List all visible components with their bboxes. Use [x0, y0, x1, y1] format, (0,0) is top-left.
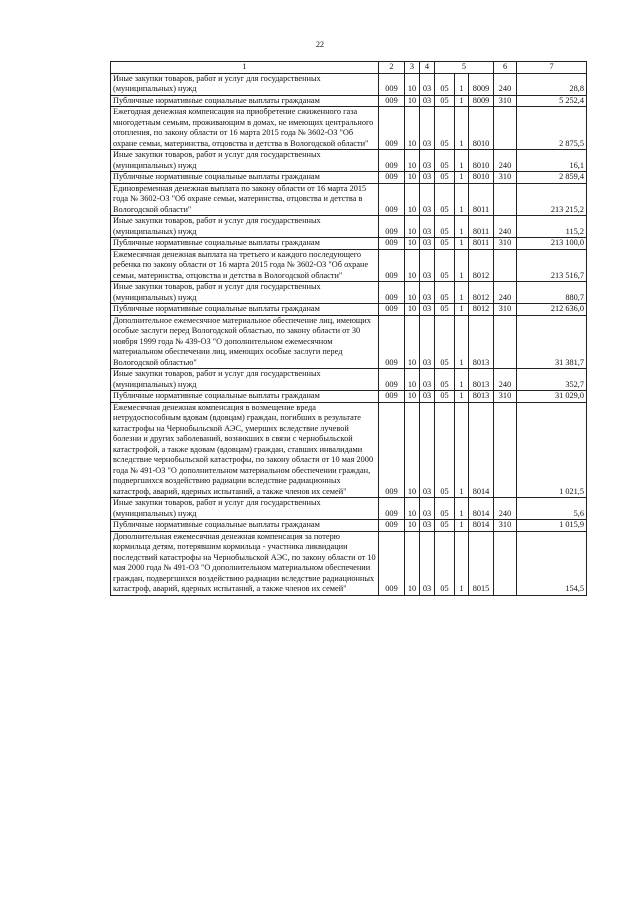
row-ministry-code: 009: [379, 531, 405, 595]
row-amount: 880,7: [517, 282, 587, 304]
row-ministry-code: 009: [379, 249, 405, 282]
row-expense-type: 240: [494, 369, 517, 391]
row-target-code: 8011: [469, 216, 494, 238]
table-header-row: [111, 62, 587, 74]
row-name: Иные закупки товаров, работ и услуг для государственных (муниципальных) нужд: [111, 73, 379, 95]
header-col-1: 1: [111, 62, 379, 74]
row-name: Ежемесячная денежная компенсация в возмещение вреда нетрудоспособным вдовам (вдовцам) граждан, погибших в результате катастрофы на Чернобыльской АЭС, умерших вследствие лучевой болезни и других заболеваний, возникших в связи с чернобыльской катастрофой, а также вдовам (вдовцам) граждан, ставших инвалидами вследствие чернобыльской катастрофы, по закону области от 10 мая 2000 года № 491-ОЗ "О дополнительном материальном обеспечении граждан, подвергшихся воздействию радиации вследствие радиационных катастроф, аварий, ядерных испытаний, а также членов их семей": [111, 402, 379, 498]
row-expense-type: 240: [494, 73, 517, 95]
row-subsection-code: 03: [420, 107, 435, 150]
row-subprogram-code: 1: [455, 402, 469, 498]
table-row: [111, 172, 587, 184]
row-expense-type: 240: [494, 150, 517, 172]
table-row: [111, 249, 587, 282]
row-amount: 1 021,5: [517, 402, 587, 498]
row-amount: 31 029,0: [517, 391, 587, 403]
row-section-code: 10: [405, 391, 420, 403]
row-ministry-code: 009: [379, 150, 405, 172]
row-section-code: 10: [405, 95, 420, 107]
row-program-code: 05: [435, 216, 455, 238]
table-row: [111, 183, 587, 216]
row-subsection-code: 03: [420, 249, 435, 282]
row-name: Публичные нормативные социальные выплаты гражданам: [111, 391, 379, 403]
row-target-code: 8013: [469, 369, 494, 391]
row-section-code: 10: [405, 107, 420, 150]
row-target-code: 8012: [469, 249, 494, 282]
table-row: [111, 282, 587, 304]
row-section-code: 10: [405, 249, 420, 282]
row-ministry-code: 009: [379, 520, 405, 532]
row-name: Ежемесячная денежная выплата на третьего и каждого последующего ребенка по закону области от 16 марта 2015 года № 3602-ОЗ "Об охране семьи, материнства, отцовства и детства в Вологодской области": [111, 249, 379, 282]
row-amount: 352,7: [517, 369, 587, 391]
row-section-code: 10: [405, 531, 420, 595]
row-program-code: 05: [435, 402, 455, 498]
row-ministry-code: 009: [379, 107, 405, 150]
row-amount: 212 636,0: [517, 304, 587, 316]
table-row: [111, 150, 587, 172]
row-ministry-code: 009: [379, 498, 405, 520]
row-subsection-code: 03: [420, 304, 435, 316]
budget-table: [110, 61, 587, 596]
table-row: [111, 216, 587, 238]
row-program-code: 05: [435, 107, 455, 150]
table-row: [111, 107, 587, 150]
row-expense-type: 310: [494, 95, 517, 107]
row-expense-type: [494, 315, 517, 369]
row-section-code: 10: [405, 150, 420, 172]
row-subprogram-code: 1: [455, 315, 469, 369]
row-subprogram-code: 1: [455, 249, 469, 282]
row-program-code: 05: [435, 238, 455, 250]
row-amount: 31 381,7: [517, 315, 587, 369]
row-subprogram-code: 1: [455, 183, 469, 216]
row-subsection-code: 03: [420, 150, 435, 172]
row-amount: 213 516,7: [517, 249, 587, 282]
row-amount: 1 015,9: [517, 520, 587, 532]
row-subprogram-code: 1: [455, 304, 469, 316]
row-target-code: 8012: [469, 282, 494, 304]
row-program-code: 05: [435, 315, 455, 369]
row-amount: 5 252,4: [517, 95, 587, 107]
row-section-code: 10: [405, 498, 420, 520]
row-subsection-code: 03: [420, 183, 435, 216]
row-subsection-code: 03: [420, 369, 435, 391]
row-expense-type: 240: [494, 216, 517, 238]
row-program-code: 05: [435, 150, 455, 172]
row-subprogram-code: 1: [455, 282, 469, 304]
row-subsection-code: 03: [420, 238, 435, 250]
row-subsection-code: 03: [420, 172, 435, 184]
row-subprogram-code: 1: [455, 531, 469, 595]
row-expense-type: 240: [494, 498, 517, 520]
header-col-4: 4: [420, 62, 435, 74]
row-program-code: 05: [435, 172, 455, 184]
row-section-code: 10: [405, 73, 420, 95]
row-target-code: 8009: [469, 73, 494, 95]
row-subprogram-code: 1: [455, 369, 469, 391]
header-col-6: 6: [494, 62, 517, 74]
row-target-code: 8014: [469, 498, 494, 520]
row-ministry-code: 009: [379, 73, 405, 95]
row-target-code: 8014: [469, 520, 494, 532]
row-expense-type: 310: [494, 304, 517, 316]
row-section-code: 10: [405, 172, 420, 184]
page-number: 22: [316, 40, 324, 49]
row-ministry-code: 009: [379, 402, 405, 498]
row-amount: 28,8: [517, 73, 587, 95]
row-amount: 213 100,0: [517, 238, 587, 250]
row-target-code: 8013: [469, 315, 494, 369]
header-col-3: 3: [405, 62, 420, 74]
table-row: [111, 73, 587, 95]
row-ministry-code: 009: [379, 304, 405, 316]
table-row: [111, 95, 587, 107]
table-row: [111, 391, 587, 403]
table-row: [111, 315, 587, 369]
row-expense-type: 310: [494, 520, 517, 532]
row-expense-type: 310: [494, 238, 517, 250]
header-col-2: 2: [379, 62, 405, 74]
row-section-code: 10: [405, 238, 420, 250]
row-program-code: 05: [435, 282, 455, 304]
row-ministry-code: 009: [379, 282, 405, 304]
row-ministry-code: 009: [379, 183, 405, 216]
row-section-code: 10: [405, 520, 420, 532]
row-amount: 2 859,4: [517, 172, 587, 184]
row-subprogram-code: 1: [455, 216, 469, 238]
row-program-code: 05: [435, 95, 455, 107]
row-subsection-code: 03: [420, 73, 435, 95]
row-amount: 154,5: [517, 531, 587, 595]
row-expense-type: [494, 249, 517, 282]
row-section-code: 10: [405, 369, 420, 391]
row-name: Публичные нормативные социальные выплаты гражданам: [111, 238, 379, 250]
row-name: Единовременная денежная выплата по закону области от 16 марта 2015 года № 3602-ОЗ "Об охране семьи, материнства, отцовства и детства в Вологодской области": [111, 183, 379, 216]
row-subsection-code: 03: [420, 391, 435, 403]
row-subsection-code: 03: [420, 95, 435, 107]
row-section-code: 10: [405, 402, 420, 498]
row-name: Иные закупки товаров, работ и услуг для государственных (муниципальных) нужд: [111, 369, 379, 391]
row-name: Публичные нормативные социальные выплаты гражданам: [111, 304, 379, 316]
row-section-code: 10: [405, 216, 420, 238]
table-row: [111, 402, 587, 498]
row-ministry-code: 009: [379, 391, 405, 403]
row-name: Публичные нормативные социальные выплаты гражданам: [111, 172, 379, 184]
row-target-code: 8012: [469, 304, 494, 316]
row-name: Дополнительная ежемесячная денежная компенсация за потерю кормильца детям, потерявшим кормильца - участника ликвидации последствий катастрофы на Чернобыльской АЭС, по закону области от 10 мая 2000 года № 491-ОЗ "О дополнительном материальном обеспечении граждан, подвергшихся воздействию радиации вследствие радиационных катастроф, аварий, ядерных испытаний, а также членов их семей": [111, 531, 379, 595]
row-program-code: 05: [435, 369, 455, 391]
row-target-code: 8010: [469, 107, 494, 150]
row-ministry-code: 009: [379, 315, 405, 369]
table-row: [111, 304, 587, 316]
row-amount: 2 875,5: [517, 107, 587, 150]
row-program-code: 05: [435, 391, 455, 403]
row-section-code: 10: [405, 315, 420, 369]
row-target-code: 8009: [469, 95, 494, 107]
row-ministry-code: 009: [379, 172, 405, 184]
row-section-code: 10: [405, 282, 420, 304]
row-subprogram-code: 1: [455, 520, 469, 532]
row-program-code: 05: [435, 531, 455, 595]
row-ministry-code: 009: [379, 238, 405, 250]
row-subprogram-code: 1: [455, 391, 469, 403]
row-target-code: 8010: [469, 150, 494, 172]
row-program-code: 05: [435, 520, 455, 532]
table-row: [111, 498, 587, 520]
row-subsection-code: 03: [420, 531, 435, 595]
row-expense-type: [494, 107, 517, 150]
row-program-code: 05: [435, 73, 455, 95]
row-subprogram-code: 1: [455, 95, 469, 107]
row-subsection-code: 03: [420, 498, 435, 520]
row-target-code: 8011: [469, 183, 494, 216]
row-program-code: 05: [435, 249, 455, 282]
row-subsection-code: 03: [420, 282, 435, 304]
row-subprogram-code: 1: [455, 150, 469, 172]
row-subsection-code: 03: [420, 520, 435, 532]
row-target-code: 8014: [469, 402, 494, 498]
row-target-code: 8011: [469, 238, 494, 250]
row-name: Ежегодная денежная компенсация на приобретение сжиженного газа многодетным семьям, проживающим в домах, не имеющих центрального отопления, по закону области от 16 марта 2015 года № 3602-ОЗ "Об охране семьи, материнства, отцовства и детства в Вологодской области": [111, 107, 379, 150]
row-name: Иные закупки товаров, работ и услуг для государственных (муниципальных) нужд: [111, 498, 379, 520]
table-row: [111, 531, 587, 595]
row-section-code: 10: [405, 183, 420, 216]
row-amount: 5,6: [517, 498, 587, 520]
row-amount: 16,1: [517, 150, 587, 172]
row-amount: 115,2: [517, 216, 587, 238]
table-row: [111, 369, 587, 391]
row-ministry-code: 009: [379, 216, 405, 238]
row-name: Иные закупки товаров, работ и услуг для государственных (муниципальных) нужд: [111, 282, 379, 304]
header-col-5: 5: [435, 62, 494, 74]
row-target-code: 8015: [469, 531, 494, 595]
row-expense-type: 310: [494, 172, 517, 184]
row-expense-type: [494, 531, 517, 595]
row-section-code: 10: [405, 304, 420, 316]
row-expense-type: [494, 402, 517, 498]
row-expense-type: [494, 183, 517, 216]
table-row: [111, 238, 587, 250]
header-col-7: 7: [517, 62, 587, 74]
row-program-code: 05: [435, 498, 455, 520]
row-amount: 213 215,2: [517, 183, 587, 216]
row-subsection-code: 03: [420, 315, 435, 369]
row-name: Иные закупки товаров, работ и услуг для государственных (муниципальных) нужд: [111, 150, 379, 172]
row-expense-type: 240: [494, 282, 517, 304]
row-subprogram-code: 1: [455, 107, 469, 150]
table-row: [111, 520, 587, 532]
row-target-code: 8010: [469, 172, 494, 184]
row-subprogram-code: 1: [455, 172, 469, 184]
row-program-code: 05: [435, 183, 455, 216]
row-subprogram-code: 1: [455, 73, 469, 95]
row-name: Публичные нормативные социальные выплаты гражданам: [111, 95, 379, 107]
row-ministry-code: 009: [379, 95, 405, 107]
row-name: Дополнительное ежемесячное материальное обеспечение лиц, имеющих особые заслуги перед Вологодской областью, по закону области от 30 ноября 1999 года № 439-ОЗ "О дополнительном ежемесячном материальном обеспечении лиц, имеющих особые заслуги перед Вологодской областью": [111, 315, 379, 369]
row-subprogram-code: 1: [455, 498, 469, 520]
row-name: Иные закупки товаров, работ и услуг для государственных (муниципальных) нужд: [111, 216, 379, 238]
row-program-code: 05: [435, 304, 455, 316]
row-subprogram-code: 1: [455, 238, 469, 250]
row-expense-type: 310: [494, 391, 517, 403]
row-subsection-code: 03: [420, 402, 435, 498]
row-target-code: 8013: [469, 391, 494, 403]
row-name: Публичные нормативные социальные выплаты гражданам: [111, 520, 379, 532]
row-subsection-code: 03: [420, 216, 435, 238]
row-ministry-code: 009: [379, 369, 405, 391]
